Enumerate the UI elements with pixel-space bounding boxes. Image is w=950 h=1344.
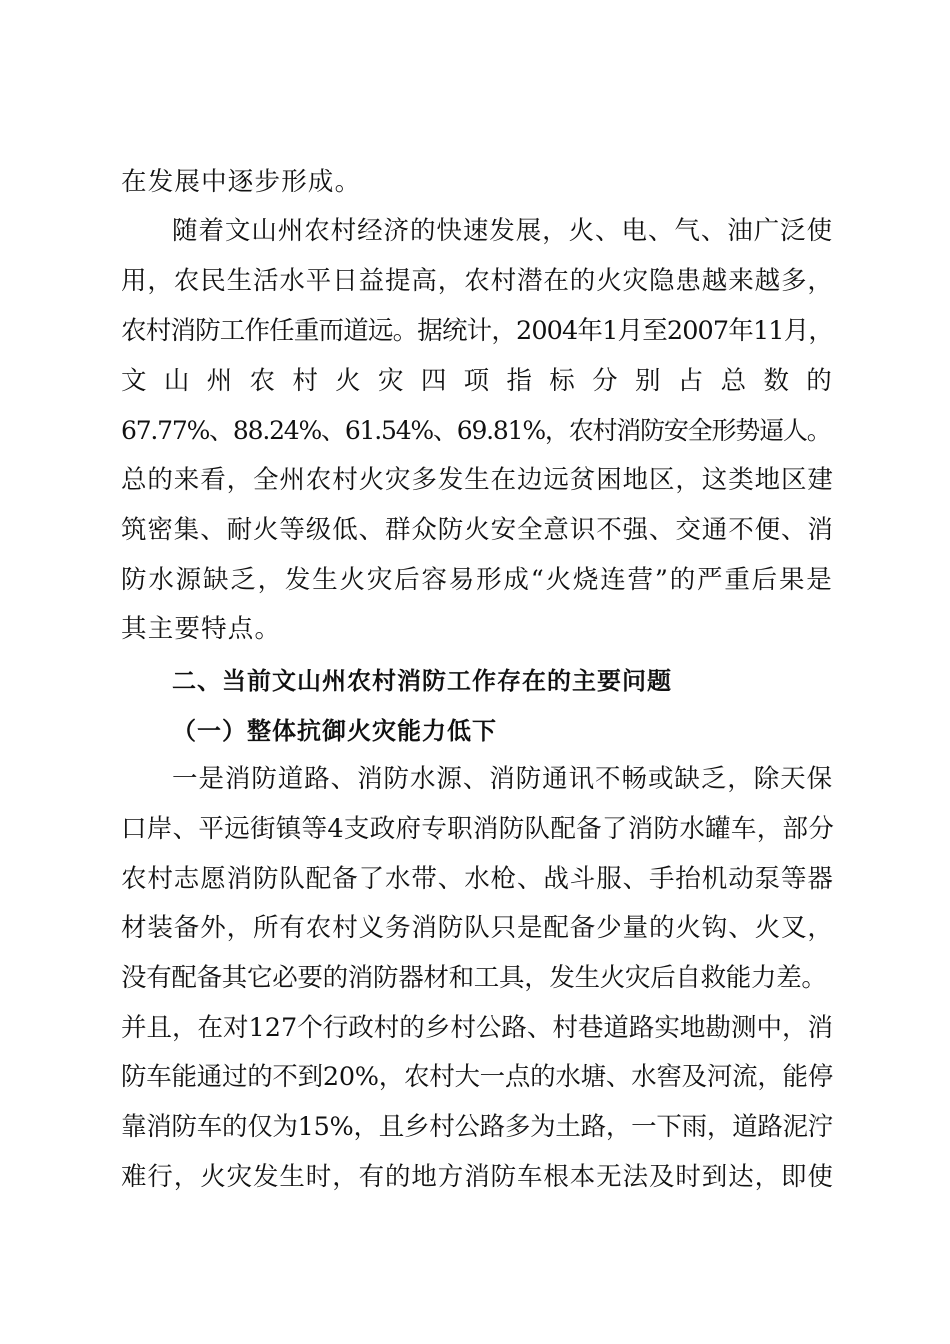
paragraph-line: 没有配备其它必要的消防器材和工具，发生火灾后自救能力差。 — [121, 963, 827, 993]
paragraph-line: 难行，火灾发生时，有的地方消防车根本无法及时到达，即使 — [121, 1162, 834, 1192]
paragraph-line: 农村消防工作任重而道远。据统计，2004年1月至2007年11月， — [121, 316, 833, 346]
paragraph-line: 文 山 州 农 村 火 灾 四 项 指 标 分 别 占 总 数 的 — [121, 366, 833, 396]
subsection-heading: （一）整体抗御火灾能力低下 — [172, 717, 497, 745]
paragraph-line: 并且，在对127个行政村的乡村公路、村巷道路实地勘测中，消 — [121, 1013, 833, 1043]
paragraph-line: 防水源缺乏，发生火灾后容易形成“火烧连营”的严重后果是 — [121, 565, 833, 595]
paragraph-line: 用，农民生活水平日益提高，农村潜在的火灾隐患越来越多， — [121, 266, 834, 296]
paragraph-line: 靠消防车的仅为15%，且乡村公路多为土路，一下雨，道路泥泞 — [121, 1112, 833, 1142]
paragraph-line: 农村志愿消防队配备了水带、水枪、战斗服、手抬机动泵等器 — [121, 864, 834, 894]
paragraph-line: 67.77%、88.24%、61.54%、69.81%，农村消防安全形势逼人。 — [121, 416, 831, 445]
paragraph-line: 防车能通过的不到20%，农村大一点的水塘、水窖及河流，能停 — [121, 1062, 833, 1092]
paragraph-line: 口岸、平远街镇等4支政府专职消防队配备了消防水罐车，部分 — [121, 814, 835, 844]
paragraph-line: 一是消防道路、消防水源、消防通讯不畅或缺乏，除天保 — [172, 764, 833, 794]
paragraph-line: 在发展中逐步形成。 — [121, 167, 362, 197]
paragraph-line: 总的来看，全州农村火灾多发生在边远贫困地区，这类地区建 — [121, 465, 834, 495]
paragraph-line: 材装备外，所有农村义务消防队只是配备少量的火钩、火叉， — [121, 913, 834, 943]
section-heading: 二、当前文山州农村消防工作存在的主要问题 — [172, 667, 672, 695]
paragraph-line: 其主要特点。 — [121, 614, 282, 644]
paragraph-line: 筑密集、耐火等级低、群众防火安全意识不强、交通不便、消 — [121, 515, 834, 545]
paragraph-line: 随着文山州农村经济的快速发展，火、电、气、油广泛使 — [172, 216, 833, 246]
